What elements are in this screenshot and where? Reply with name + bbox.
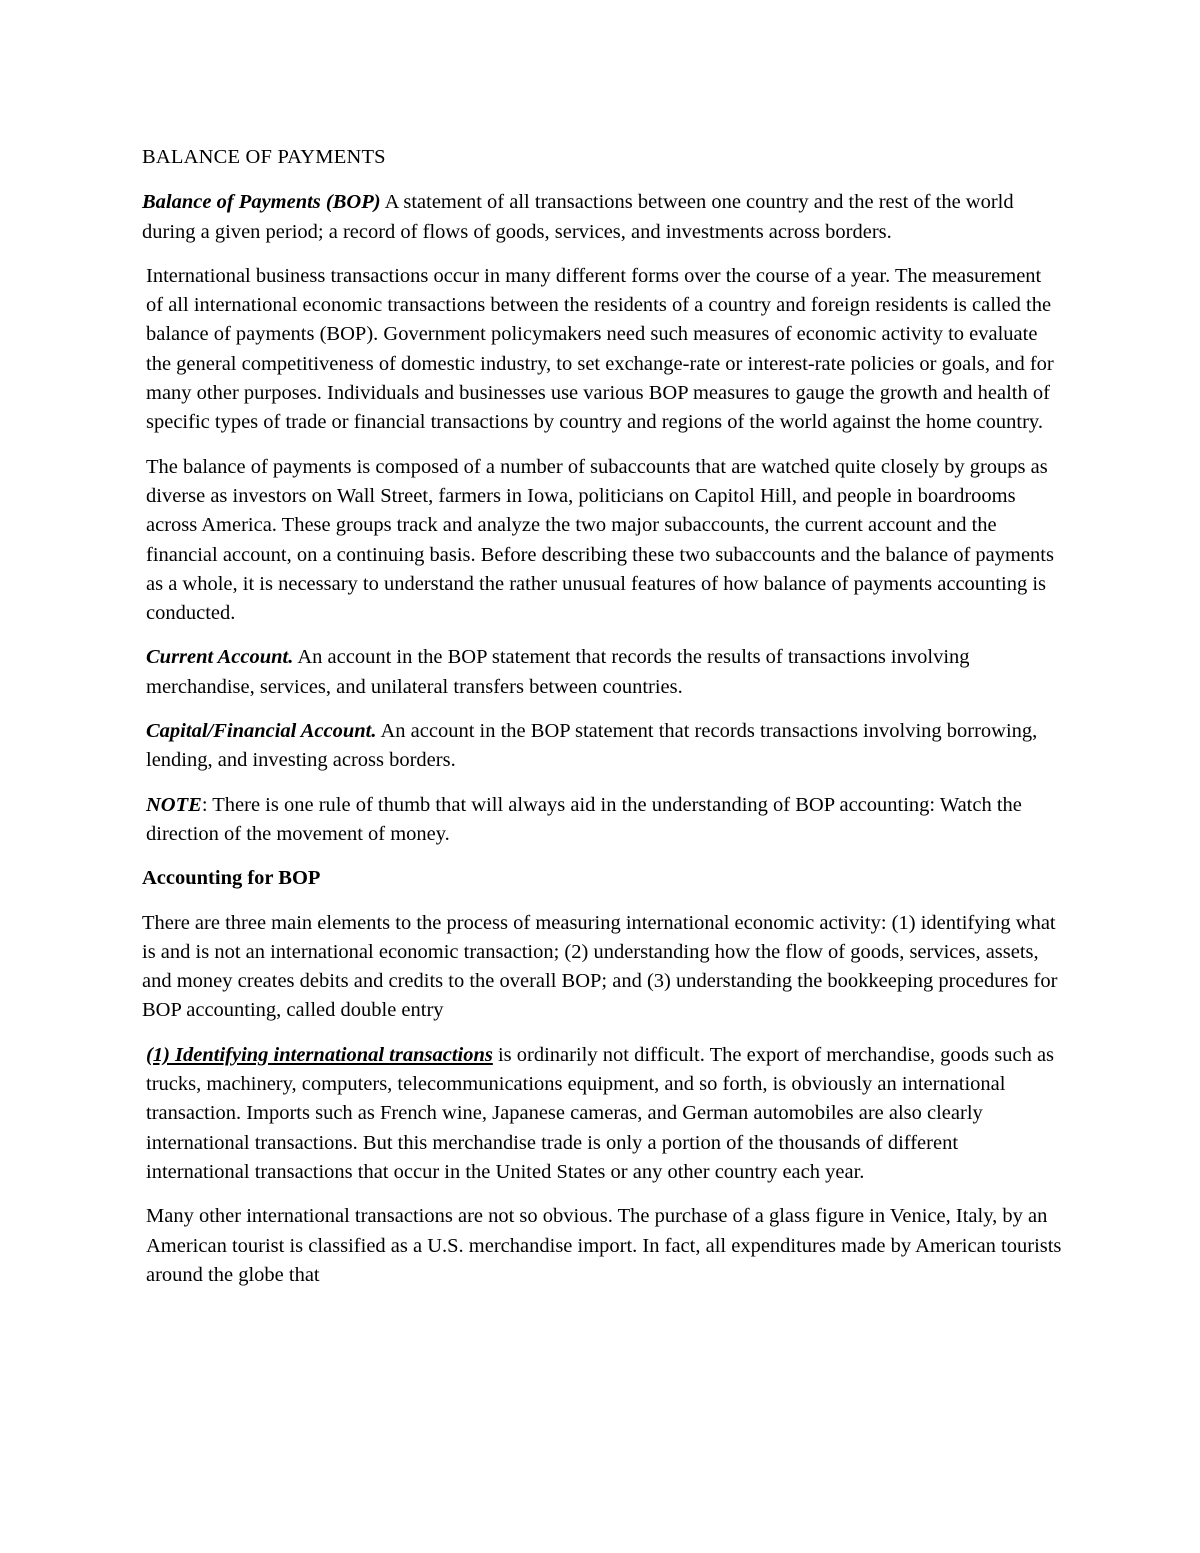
definition-capital-account-term: Capital/Financial Account. xyxy=(146,720,377,743)
paragraph-other-transactions: Many other international transactions are not so obvious. The purchase of a glass figure in Venice, Italy, by an American tourist is classified as a U.S. merchandise import. In fact, all expenditures made by American tourists around the globe that xyxy=(146,1205,1062,1286)
note xyxy=(142,791,1062,850)
paragraph-elements: There are three main elements to the process of measuring international economic activity: (1) identifying what is and is not an international economic transaction; (2) understanding how the flow of goods, services, assets, and money creates debits and credits to the overall BOP; and (3) understanding the bookkeeping procedures for BOP accounting, called double entry xyxy=(142,911,1058,1022)
definition-current-account-text: An account in the BOP statement that records the results of transactions involving merchandise, services, and unilateral transfers between countries. xyxy=(146,646,970,698)
paragraph-identifying xyxy=(142,1041,1062,1187)
section-heading-accounting: Accounting for BOP xyxy=(142,867,321,890)
definition-bop xyxy=(142,188,1062,247)
definition-bop-term: Balance of Payments (BOP) xyxy=(142,191,381,214)
definition-capital-account xyxy=(142,717,1062,776)
identifying-text: is ordinarily not difficult. The export of merchandise, goods such as trucks, machinery, computers, telecommunications equipment, and so forth, is obviously an international transaction. Imports such as French wine, Japanese cameras, and German automobiles are also clearly international transactions. But this merchandise trade is only a portion of the thousands of different international transactions that occur in the United States or any other country each year. xyxy=(146,1043,1055,1183)
definition-capital-account-text: An account in the BOP statement that records transactions involving borrowing, lending, and investing across borders. xyxy=(146,720,1038,772)
definition-current-account-term: Current Account. xyxy=(146,646,294,669)
note-text: : There is one rule of thumb that will always aid in the understanding of BOP accounting: Watch the direction of the movement of money. xyxy=(146,793,1022,845)
identifying-term: (1) Identifying international transactions xyxy=(146,1043,493,1066)
definition-current-account xyxy=(142,643,1062,702)
document-title: BALANCE OF PAYMENTS xyxy=(142,146,386,168)
paragraph-intro: International business transactions occur in many different forms over the course of a year. The measurement of all international economic transactions between the residents of a country and foreign residents is called the balance of payments (BOP). Government policymakers need such measures of economic activity to evaluate the general competitiveness of domestic industry, to set exchange-rate or interest-rate policies or goals, and for many other purposes. Individuals and businesses use various BOP measures to gauge the growth and health of specific types of trade or financial transactions by country and regions of the world against the home country. xyxy=(146,264,1054,434)
paragraph-subaccounts: The balance of payments is composed of a number of subaccounts that are watched quite closely by groups as diverse as investors on Wall Street, farmers in Iowa, politicians on Capitol Hill, and people in boardrooms across America. These groups track and analyze the two major subaccounts, the current account and the financial account, on a continuing basis. Before describing these two subaccounts and the balance of payments as a whole, it is necessary to understand the rather unusual features of how balance of payments accounting is conducted. xyxy=(146,455,1054,625)
document-page xyxy=(142,143,1062,1305)
note-term: NOTE xyxy=(146,793,202,816)
definition-bop-text: A statement of all transactions between one country and the rest of the world during a given period; a record of flows of goods, services, and investments across borders. xyxy=(142,191,1014,243)
